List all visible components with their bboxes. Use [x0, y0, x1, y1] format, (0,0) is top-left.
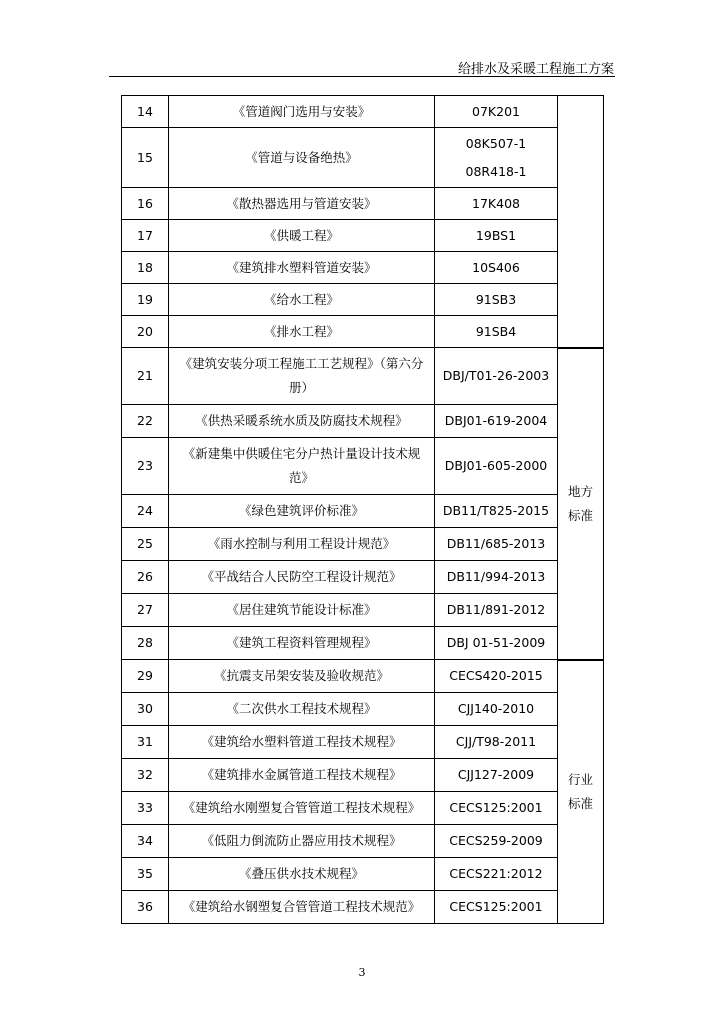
standard-name: 《管道与设备绝热》 — [169, 128, 435, 188]
standard-code — [435, 627, 558, 660]
standard-code-line: DB11/685-2013 — [446, 536, 546, 551]
standard-code-line: 17K408 — [472, 195, 520, 211]
standard-code-line: CECS221:2012 — [449, 866, 543, 881]
standard-code — [435, 316, 558, 348]
standard-code — [435, 528, 558, 561]
header-rule — [109, 76, 615, 77]
standard-code-line: CJJ127-2009 — [457, 767, 535, 782]
row-number: 18 — [122, 252, 169, 284]
category-cell: 行业标准 — [558, 660, 604, 924]
standard-code-line: 10S406 — [472, 259, 520, 275]
standard-code-line: DBJ01-605-2000 — [444, 458, 548, 473]
standard-code — [435, 284, 558, 316]
row-number: 35 — [122, 858, 169, 891]
table-row — [122, 128, 604, 188]
table-row — [122, 528, 604, 561]
standard-code-line: 19BS1 — [475, 227, 517, 243]
row-number: 20 — [122, 316, 169, 348]
row-number: 23 — [122, 438, 169, 495]
category-cell — [558, 96, 604, 348]
standard-code — [435, 594, 558, 627]
standard-code — [435, 858, 558, 891]
standard-code — [435, 96, 558, 128]
standard-name: 《建筑给水塑料管道工程技术规程》 — [169, 726, 435, 759]
table-row — [122, 726, 604, 759]
page-number: 3 — [358, 966, 366, 979]
table-row — [122, 693, 604, 726]
table-row — [122, 627, 604, 660]
standard-code-line: 08K507-1 — [465, 135, 527, 151]
row-number: 30 — [122, 693, 169, 726]
standard-code-line: 07K201 — [472, 103, 520, 119]
table-row — [122, 284, 604, 316]
standard-code-line: CECS125:2001 — [449, 800, 543, 815]
standard-code-line: CJJ140-2010 — [457, 701, 535, 716]
standard-code — [435, 495, 558, 528]
row-number: 22 — [122, 405, 169, 438]
table-row — [122, 252, 604, 284]
standard-code — [435, 348, 558, 405]
standard-name: 《给水工程》 — [169, 284, 435, 316]
standard-code-line: CECS259-2009 — [449, 833, 543, 848]
table-row — [122, 348, 604, 405]
standard-code-line: CJJ/T98-2011 — [455, 734, 537, 749]
standard-code-line: 08R418-1 — [465, 163, 527, 179]
table-row — [122, 561, 604, 594]
standard-code — [435, 128, 558, 188]
standard-name: 《居住建筑节能设计标准》 — [169, 594, 435, 627]
standard-code — [435, 188, 558, 220]
standard-code-line: 91SB4 — [475, 323, 517, 339]
table-row — [122, 759, 604, 792]
standard-name: 《供暖工程》 — [169, 220, 435, 252]
standard-name: 《建筑工程资料管理规程》 — [169, 627, 435, 660]
standard-code-line: CECS125:2001 — [449, 899, 543, 914]
table-row — [122, 891, 604, 924]
standard-code — [435, 792, 558, 825]
row-number: 32 — [122, 759, 169, 792]
standard-code — [435, 405, 558, 438]
standard-code-line: CECS420-2015 — [449, 668, 543, 683]
standard-code-line: DBJ/T01-26-2003 — [442, 368, 550, 383]
table-row — [122, 858, 604, 891]
standard-code — [435, 726, 558, 759]
standard-name: 《建筑给水刚塑复合管管道工程技术规程》 — [169, 792, 435, 825]
standard-name: 《叠压供水技术规程》 — [169, 858, 435, 891]
table-row — [122, 792, 604, 825]
row-number: 33 — [122, 792, 169, 825]
table-row — [122, 660, 604, 693]
standard-name: 《雨水控制与利用工程设计规范》 — [169, 528, 435, 561]
standard-name: 《二次供水工程技术规程》 — [169, 693, 435, 726]
standard-code-line: 91SB3 — [475, 291, 517, 307]
row-number: 16 — [122, 188, 169, 220]
standard-code-line: DB11/T825-2015 — [442, 503, 550, 518]
table-row — [122, 405, 604, 438]
standard-code — [435, 825, 558, 858]
category-cell: 地方标准 — [558, 348, 604, 660]
row-number: 25 — [122, 528, 169, 561]
standard-name: 《建筑排水金属管道工程技术规程》 — [169, 759, 435, 792]
row-number: 28 — [122, 627, 169, 660]
row-number: 19 — [122, 284, 169, 316]
standard-code-line: DBJ01-619-2004 — [444, 413, 548, 428]
standard-name: 《排水工程》 — [169, 316, 435, 348]
row-number: 36 — [122, 891, 169, 924]
standard-code — [435, 220, 558, 252]
standard-code — [435, 252, 558, 284]
standard-name: 《抗震支吊架安装及验收规范》 — [169, 660, 435, 693]
standard-code — [435, 891, 558, 924]
row-number: 29 — [122, 660, 169, 693]
standard-name: 《平战结合人民防空工程设计规范》 — [169, 561, 435, 594]
standard-code-line: DB11/994-2013 — [446, 569, 546, 584]
row-number: 17 — [122, 220, 169, 252]
standards-table-body — [122, 96, 604, 924]
standard-name: 《管道阀门选用与安装》 — [169, 96, 435, 128]
table-row — [122, 316, 604, 348]
row-number: 14 — [122, 96, 169, 128]
table-row — [122, 495, 604, 528]
standard-code-line: DBJ 01-51-2009 — [446, 635, 546, 650]
standard-code — [435, 438, 558, 495]
row-number: 21 — [122, 348, 169, 405]
standard-code — [435, 561, 558, 594]
table-row — [122, 188, 604, 220]
table-row — [122, 594, 604, 627]
row-number: 31 — [122, 726, 169, 759]
row-number: 27 — [122, 594, 169, 627]
row-number: 34 — [122, 825, 169, 858]
standard-name: 《新建集中供暖住宅分户热计量设计技术规范》 — [169, 438, 435, 495]
row-number: 24 — [122, 495, 169, 528]
document-header-title: 给排水及采暖工程施工方案 — [457, 62, 614, 77]
standard-code — [435, 693, 558, 726]
standard-code-line: DB11/891-2012 — [446, 602, 546, 617]
row-number: 26 — [122, 561, 169, 594]
table-row — [122, 96, 604, 128]
table-row — [122, 825, 604, 858]
table-row — [122, 220, 604, 252]
row-number: 15 — [122, 128, 169, 188]
table-row — [122, 438, 604, 495]
standard-code — [435, 759, 558, 792]
standards-table — [121, 95, 604, 924]
standard-name: 《建筑安装分项工程施工工艺规程》（第六分册） — [169, 348, 435, 405]
standard-name: 《建筑给水钢塑复合管管道工程技术规范》 — [169, 891, 435, 924]
standard-name: 《供热采暖系统水质及防腐技术规程》 — [169, 405, 435, 438]
standard-name: 《散热器选用与管道安装》 — [169, 188, 435, 220]
standard-name: 《绿色建筑评价标准》 — [169, 495, 435, 528]
standard-name: 《低阻力倒流防止器应用技术规程》 — [169, 825, 435, 858]
standard-code — [435, 660, 558, 693]
standard-name: 《建筑排水塑料管道安装》 — [169, 252, 435, 284]
